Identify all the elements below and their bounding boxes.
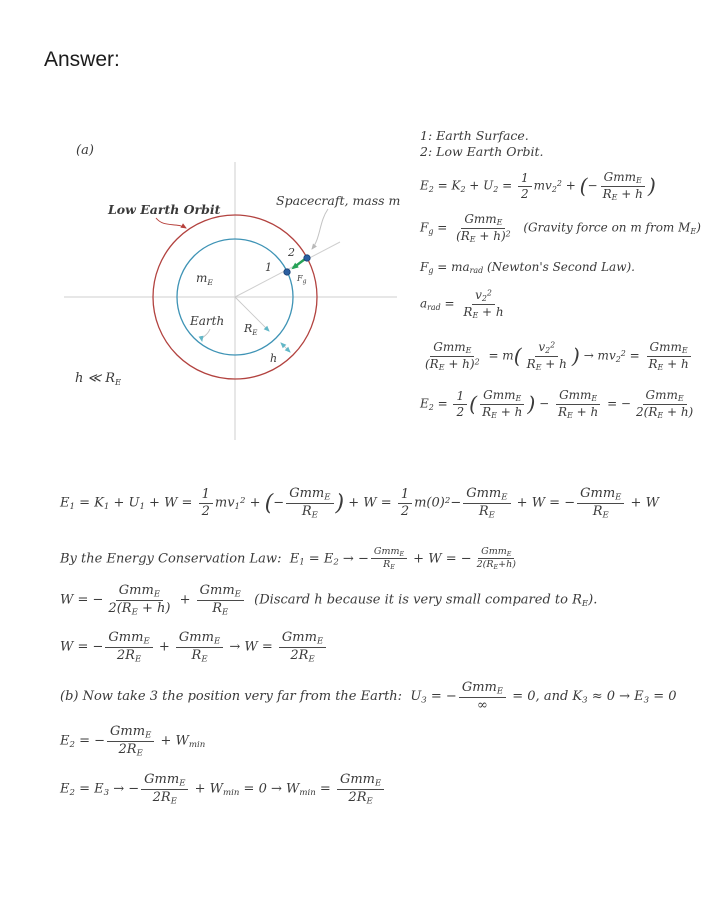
low-earth-orbit-label: Low Earth Orbit [108,202,221,217]
equation-work-expression: W = − $\frac{Gmm_E}{2(R_E + h)}$ + $\frac{Gmm_E}{R_E}$ (Discard h because it is very small compared to $R_E$). [60,583,598,618]
radius-symbol: R [244,322,253,335]
point-1-label: 1 [265,261,272,274]
earth-mass-symbol: m [196,271,208,285]
h-condition-main: h ≪ R [75,371,116,386]
equation-wmin-result: $E_2 = E_3$ → − $\frac{Gmm_E}{2R_E}$ + $W_{min} = 0 \to W_{min}$ = $\frac{Gmm_E}{2R_E}$ [60,772,386,806]
orbit-diagram [60,130,400,450]
panel-label: (a) [76,143,94,158]
equation-newton-second-law: $F_g = ma_{rad}$ (Newton's Second Law). [420,260,635,276]
equation-work-result: W = − $\frac{Gmm_E}{2R_E}$ + $\frac{Gmm_E}{R_E}$ → W = $\frac{Gmm_E}{2R_E}$ [60,630,328,664]
earth-radius-label [243,322,258,337]
h-gap-arrow-inner [281,343,286,348]
h-gap-arrow-outer [286,348,290,352]
gravity-force-arrow [293,259,305,268]
altitude-label: h [270,352,278,365]
h-much-less-condition [75,371,121,387]
earth-mass-label [196,271,213,287]
spacecraft-label: Spacecraft, mass m [276,193,400,208]
point-2-label: 2 [288,246,295,259]
equation-energy-conservation: By the Energy Conservation Law: $E_1 = E_2$ → − $\frac{Gmm_E}{R_E}$ + W = − $\frac{Gmm_E}{2(R_E+h)}$ [60,546,516,572]
equation-e2-result: $E_2$ = $\frac{1}{2}$ ( $\frac{Gmm_E}{R_E + h}$ ) − $\frac{Gmm_E}{R_E + h}$ = − $\frac{Gmm_E}{2(R_E + h)}$ [420,388,694,420]
force-subscript: g [302,278,307,285]
equation-gravity-force: $F_g$ = $\frac{Gmm_E}{(R_E + h)^2}$ (Gravity force on m from $M_E$) [420,212,701,244]
earth-mass-subscript: E [207,278,213,287]
answer-heading-label: Answer: [44,48,120,71]
legend-low-earth-orbit: 2: Low Earth Orbit. [420,144,544,159]
earth-label: Earth [190,314,225,328]
h-condition-subscript: E [115,377,122,387]
equation-e1-energy: $E_1 = K_1 + U_1 + W$ = $\frac{1}{2}$ $mv_1^2$ + (− $\frac{Gmm_E}{R_E}$ ) + W = $\frac{1}{2}$ $m(0)^2-$ $\frac{Gmm_E}{R_E}$ + W = − $\frac{Gmm_E}{R_E}$ + W [60,486,659,521]
gravity-force-label [296,274,307,285]
spacecraft-leader-arrow [312,209,328,249]
equation-part-b-far-position: (b) Now take 3 the position very far from the Earth: $U_3$ = − $\frac{Gmm_E}{\infty}$ = 0, and $K_3 \approx 0 \to E_3 = 0$ [60,680,677,713]
equation-radial-acceleration: $a_{rad}$ = $\frac{v_2^2}{R_E + h}$ [420,288,504,320]
equation-e2-energy: $E_2 = K_2 + U_2$ = $\frac{1}{2}$ $mv_2^2$ + (− $\frac{Gmm_E}{R_E + h}$ ) [420,170,656,202]
earth-leader-arrow [202,329,210,341]
point-1-dot [284,269,290,275]
equation-e2-with-wmin: $E_2$ = − $\frac{Gmm_E}{2R_E}$ + $W_{min}$ [60,724,206,759]
force-symbol: F [297,274,303,283]
point-2-dot [304,255,310,261]
legend-earth-surface: 1: Earth Surface. [420,128,529,143]
low-earth-orbit-leader-arrow [156,218,186,228]
equation-orbit-speed: $\frac{Gmm_E}{(R_E + h)^2}$ = m( $\frac{v_2^2}{R_E + h}$ ) → $mv_2^2$ = $\frac{Gmm_E}{R_E + h}$ [425,340,689,372]
radius-subscript: E [252,328,258,337]
